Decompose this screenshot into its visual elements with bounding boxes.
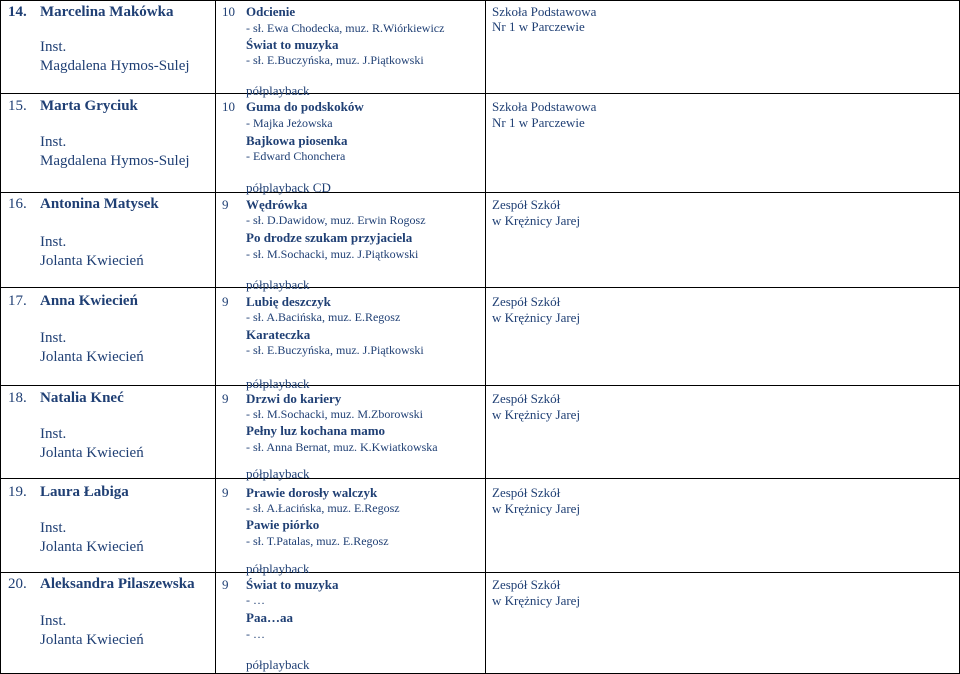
school-location: w Krężnicy Jarej: [492, 407, 581, 422]
school-name: Zespół Szkół: [492, 294, 561, 309]
instructor-name: Jolanta Kwiecień: [40, 445, 144, 461]
song-author: - …: [246, 627, 265, 641]
instructor-label: Inst.: [40, 330, 67, 346]
instructor-label: Inst.: [40, 234, 67, 250]
song-title: Guma do podskoków: [246, 99, 364, 114]
accompaniment: półplayback CD: [246, 180, 331, 195]
participant-name: Antonina Matysek: [40, 196, 159, 212]
school-location: Nr 1 w Parczewie: [492, 19, 585, 34]
song-author: - …: [246, 593, 265, 607]
song-author: - Majka Jeżowska: [246, 116, 333, 130]
instructor-name: Jolanta Kwiecień: [40, 349, 144, 365]
song-author: - sł. T.Patalas, muz. E.Regosz: [246, 534, 389, 548]
instructor-label: Inst.: [40, 520, 67, 536]
song-title: Bajkowa piosenka: [246, 133, 348, 148]
song-author: - Edward Chonchera: [246, 149, 346, 163]
song-author: - sł. Anna Bernat, muz. K.Kwiatkowska: [246, 440, 438, 454]
grade: 10: [222, 99, 235, 114]
school-name: Zespół Szkół: [492, 197, 561, 212]
row-number: 18.: [8, 390, 27, 406]
song-title: Wędrówka: [246, 197, 308, 212]
instructor-name: Jolanta Kwiecień: [40, 253, 144, 269]
song-title: Karateczka: [246, 327, 311, 342]
school-location: w Krężnicy Jarej: [492, 501, 581, 516]
grade: 10: [222, 4, 235, 19]
instructor-label: Inst.: [40, 613, 67, 629]
instructor-label: Inst.: [40, 39, 67, 55]
song-title: Świat to muzyka: [246, 577, 339, 592]
song-author: - sł. A.Łacińska, muz. E.Regosz: [246, 501, 400, 515]
instructor-name: Jolanta Kwiecień: [40, 539, 144, 555]
school-location: Nr 1 w Parczewie: [492, 115, 585, 130]
accompaniment: półplayback: [246, 277, 310, 292]
grade: 9: [222, 294, 229, 309]
accompaniment: półplayback: [246, 561, 310, 576]
instructor-name: Jolanta Kwiecień: [40, 632, 144, 648]
participant-name: Marcelina Makówka: [40, 4, 174, 20]
accompaniment: półplayback: [246, 657, 310, 672]
school-name: Szkoła Podstawowa: [492, 4, 597, 19]
accompaniment: półplayback: [246, 466, 310, 481]
participant-name: Aleksandra Pilaszewska: [40, 576, 195, 592]
row-divider: [0, 478, 960, 479]
instructor-name: Magdalena Hymos-Sulej: [40, 153, 190, 169]
song-author: - sł. A.Bacińska, muz. E.Regosz: [246, 310, 401, 324]
row-divider: [0, 572, 960, 573]
accompaniment: półplayback: [246, 83, 310, 98]
school-location: w Krężnicy Jarej: [492, 593, 581, 608]
song-author: - sł. M.Sochacki, muz. J.Piątkowski: [246, 247, 419, 261]
school-name: Zespół Szkół: [492, 577, 561, 592]
grade: 9: [222, 485, 229, 500]
row-divider: [0, 192, 960, 193]
grade: 9: [222, 391, 229, 406]
song-title: Po drodze szukam przyjaciela: [246, 230, 413, 245]
row-number: 20.: [8, 576, 27, 592]
school-location: w Krężnicy Jarej: [492, 310, 581, 325]
school-name: Szkoła Podstawowa: [492, 99, 597, 114]
song-author: - sł. E.Buczyńska, muz. J.Piątkowski: [246, 53, 424, 67]
grade: 9: [222, 577, 229, 592]
row-divider: [0, 385, 960, 386]
participant-name: Natalia Kneć: [40, 390, 124, 406]
accompaniment: półplayback: [246, 376, 310, 391]
row-divider: [0, 0, 960, 1]
song-title: Lubię deszczyk: [246, 294, 331, 309]
school-name: Zespół Szkół: [492, 485, 561, 500]
participant-name: Marta Gryciuk: [40, 98, 138, 114]
song-author: - sł. E.Buczyńska, muz. J.Piątkowski: [246, 343, 424, 357]
song-title: Pełny luz kochana mamo: [246, 423, 386, 438]
song-title: Pawie piórko: [246, 517, 320, 532]
instructor-label: Inst.: [40, 426, 67, 442]
song-title: Odcienie: [246, 4, 296, 19]
row-number: 19.: [8, 484, 27, 500]
participant-name: Laura Łabiga: [40, 484, 129, 500]
song-author: - sł. Ewa Chodecka, muz. R.Wiórkiewicz: [246, 21, 445, 35]
instructor-name: Magdalena Hymos-Sulej: [40, 58, 190, 74]
instructor-label: Inst.: [40, 134, 67, 150]
row-divider: [0, 93, 960, 94]
song-title: Prawie dorosły walczyk: [246, 485, 378, 500]
song-author: - sł. M.Sochacki, muz. M.Zborowski: [246, 407, 423, 421]
row-divider: [0, 287, 960, 288]
song-title: Paa…aa: [246, 610, 293, 625]
school-name: Zespół Szkół: [492, 391, 561, 406]
song-author: - sł. D.Dawidow, muz. Erwin Rogosz: [246, 213, 426, 227]
grade: 9: [222, 197, 229, 212]
school-location: w Krężnicy Jarej: [492, 213, 581, 228]
row-number: 16.: [8, 196, 27, 212]
row-number: 14.: [8, 4, 27, 20]
song-title: Świat to muzyka: [246, 37, 339, 52]
song-title: Drzwi do kariery: [246, 391, 342, 406]
row-number: 15.: [8, 98, 27, 114]
participant-name: Anna Kwiecień: [40, 293, 138, 309]
row-number: 17.: [8, 293, 27, 309]
